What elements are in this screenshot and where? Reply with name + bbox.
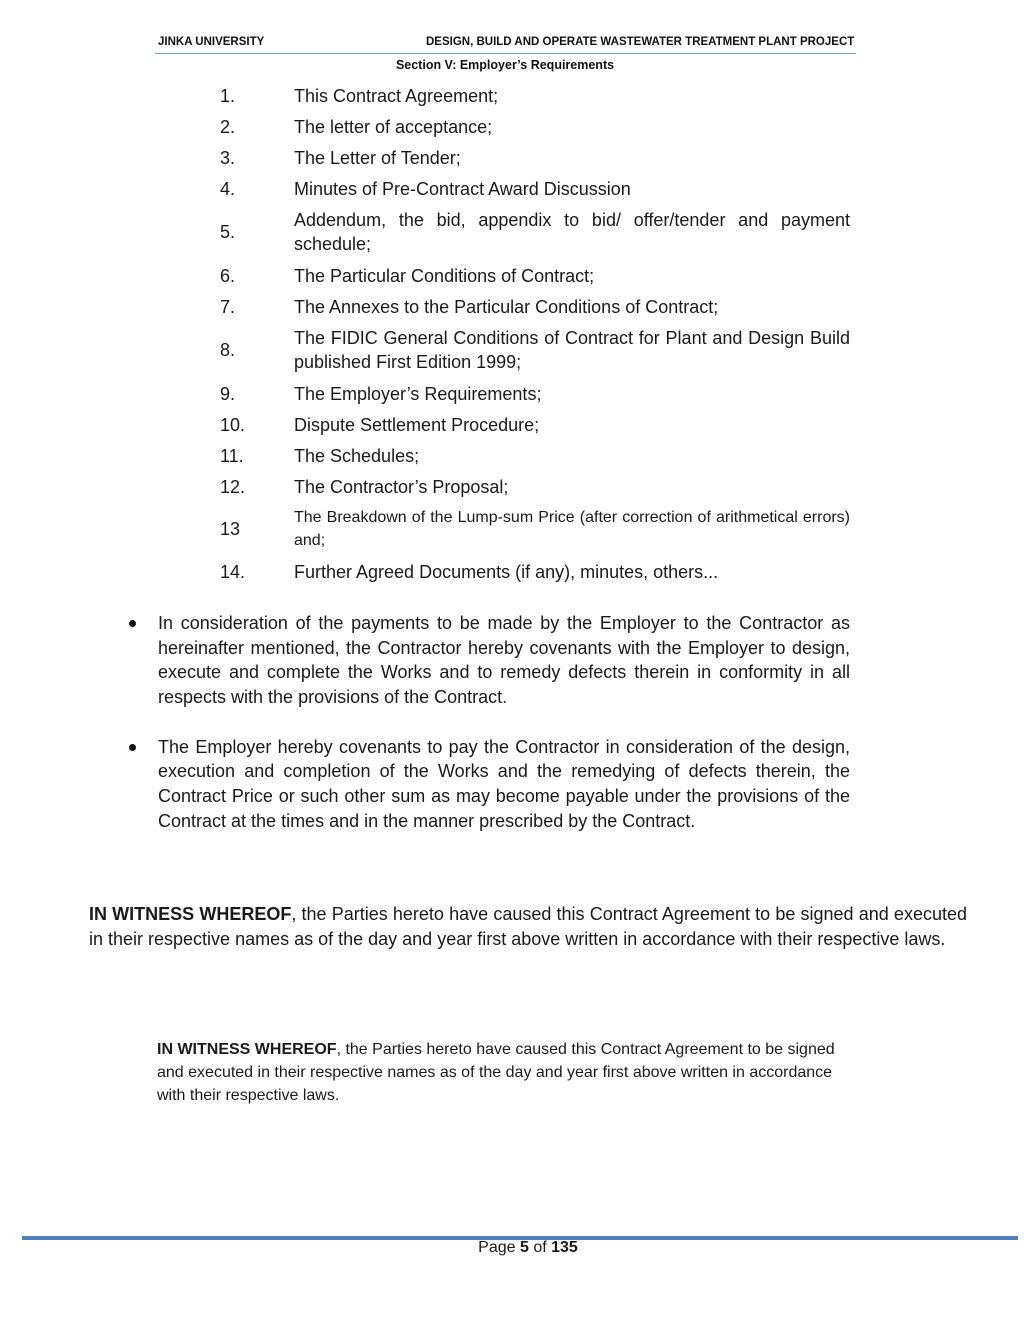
list-item-number: 5. (220, 222, 236, 242)
list-item-number: 13 (220, 519, 241, 539)
witness-paragraph (89, 902, 967, 951)
list-item-text: Further Agreed Documents (if any), minutes, others... (294, 561, 719, 582)
covenants-bullet-list (125, 611, 850, 858)
list-item-text: This Contract Agreement; (294, 85, 499, 106)
witness-paragraph-indented (157, 1038, 857, 1107)
list-item (210, 409, 850, 440)
list-item-number: 14. (220, 561, 246, 582)
contract-documents-list (210, 80, 850, 587)
header-divider (155, 53, 856, 54)
bullet-icon (125, 735, 158, 834)
bullet-item (125, 611, 850, 710)
witness-body: , the Parties hereto have caused this Contract Agreement to be signed and executed in their respective names as of the day and year first above written in accordance with their respective laws. (89, 904, 967, 949)
header-organization: JINKA UNIVERSITY (158, 36, 265, 48)
list-item-number: 8. (220, 340, 236, 360)
list-item (210, 556, 850, 587)
list-item (210, 80, 850, 111)
list-item-number: 4. (220, 178, 236, 199)
list-item-text: The Breakdown of the Lump-sum Price (after correction of arithmetical errors) and; (294, 509, 850, 549)
witness-lead: IN WITNESS WHEREOF (157, 1041, 337, 1058)
list-item (210, 204, 850, 260)
list-item-text: The Annexes to the Particular Conditions of Contract; (294, 296, 719, 317)
bullet-icon (125, 611, 158, 710)
bullet-text: In consideration of the payments to be made by the Employer to the Contractor as hereinafter mentioned, the Contractor hereby covenants with the Employer to design, execute and complete the Works and to remedy defects therein in conformity in all respects with the provisions of the Contract. (158, 613, 850, 708)
list-item-number: 7. (220, 296, 236, 317)
list-item-text: The Letter of Tender; (294, 147, 461, 168)
list-item-number: 9. (220, 383, 236, 404)
list-item-text: The Employer’s Requirements; (294, 383, 542, 404)
list-item-text: The Contractor’s Proposal; (294, 476, 509, 497)
current-page: 5 (519, 1239, 529, 1256)
list-item-number: 10. (220, 414, 246, 435)
list-item-number: 12. (220, 476, 246, 497)
list-item-number: 2. (220, 116, 236, 137)
page-label: Page (478, 1239, 520, 1256)
header-project-title: DESIGN, BUILD AND OPERATE WASTEWATER TREATMENT PLANT PROJECT (426, 36, 855, 48)
list-item-text: Dispute Settlement Procedure; (294, 414, 540, 435)
list-item-number: 6. (220, 265, 236, 286)
list-item (210, 111, 850, 142)
witness-body: , the Parties hereto have caused this Contract Agreement to be signed and executed in their respective names as of the day and year first above written in accordance with their respective laws. (157, 1041, 835, 1104)
page-number (0, 1239, 1024, 1257)
list-item (210, 260, 850, 291)
list-item (210, 378, 850, 409)
list-item (210, 322, 850, 378)
bullet-item (125, 735, 850, 834)
of-label: of (528, 1239, 552, 1256)
witness-lead: IN WITNESS WHEREOF (89, 904, 292, 924)
section-title: Section V: Employer’s Requirements (395, 58, 615, 72)
bullet-text: The Employer hereby covenants to pay the Contractor in consideration of the design, execution and completion of the Works and the remedying of defects therein, the Contract Price or such other sum as may become payable under the provisions of the Contract at the times and in the manner prescribed by the Contract. (158, 736, 850, 831)
list-item-text: Addendum, the bid, appendix to bid/ offer/tender and payment schedule; (294, 210, 850, 254)
list-item (210, 173, 850, 204)
list-item-text: The letter of acceptance; (294, 116, 493, 137)
list-item (210, 440, 850, 471)
list-item-number: 1. (220, 85, 236, 106)
list-item-number: 3. (220, 147, 236, 168)
total-pages: 135 (551, 1239, 578, 1256)
list-item-text: The Particular Conditions of Contract; (294, 265, 595, 286)
list-item (210, 502, 850, 556)
list-item-number: 11. (220, 445, 244, 466)
list-item-text: Minutes of Pre-Contract Award Discussion (294, 178, 631, 199)
list-item (210, 471, 850, 502)
list-item (210, 142, 850, 173)
list-item-text: The Schedules; (294, 445, 420, 466)
list-item-text: The FIDIC General Conditions of Contract for Plant and Design Build published First Edition 1999; (294, 328, 850, 372)
list-item (210, 291, 850, 322)
